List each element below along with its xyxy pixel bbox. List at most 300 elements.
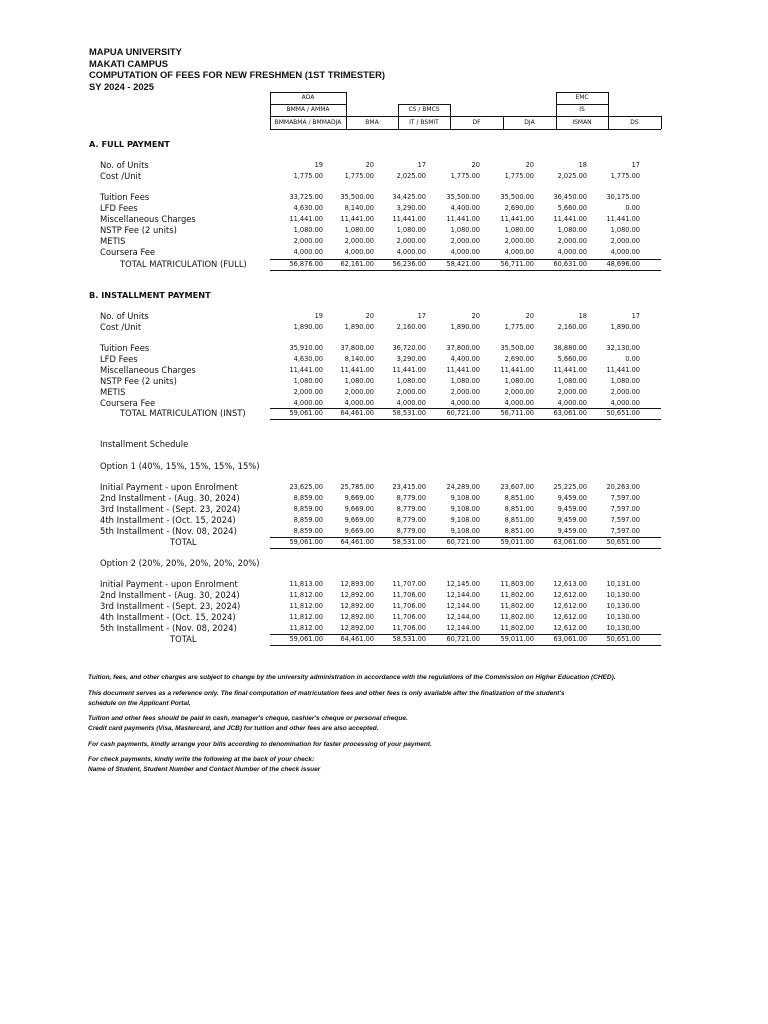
table-cell: 11,812.00: [289, 602, 323, 610]
option1-title: Option 1 (40%, 15%, 15%, 15%, 15%): [100, 461, 260, 471]
table-cell: 12,612.00: [553, 624, 587, 632]
table-cell: 11,441.00: [289, 366, 323, 374]
table-cell: 8,779.00: [396, 505, 426, 513]
table-cell: 2,160.00: [557, 323, 587, 331]
table-row: [0, 311, 768, 322]
table-cell: 7,597.00: [610, 516, 640, 524]
total-top-rule: [270, 634, 661, 635]
table-cell: 4,000.00: [504, 248, 534, 256]
row-label: NSTP Fee (2 units): [100, 225, 177, 235]
table-cell: 56,711.00: [500, 260, 534, 268]
table-cell: 2,000.00: [293, 388, 323, 396]
col-header-emc: EMC: [575, 94, 589, 101]
table-cell: 4,000.00: [557, 248, 587, 256]
row-label: TOTAL MATRICULATION (FULL): [120, 259, 247, 269]
table-cell: 12,144.00: [446, 591, 480, 599]
table-cell: 4,400.00: [450, 204, 480, 212]
table-cell: 64,461.00: [340, 409, 374, 417]
table-row: [0, 354, 768, 365]
table-cell: 9,669.00: [344, 505, 374, 513]
table-cell: 2,000.00: [293, 237, 323, 245]
row-label: Cost /Unit: [100, 171, 142, 181]
row-label: 3rd Installment - (Sept. 23, 2024): [100, 601, 241, 611]
table-cell: 64,461.00: [340, 538, 374, 546]
table-cell: 10,130.00: [606, 602, 640, 610]
row-label: TOTAL: [170, 634, 197, 644]
note-reference: [88, 689, 616, 709]
table-cell: 2,025.00: [557, 172, 587, 180]
table-cell: 8,779.00: [396, 516, 426, 524]
table-cell: 4,000.00: [293, 399, 323, 407]
table-cell: 11,441.00: [446, 215, 480, 223]
table-cell: 11,441.00: [446, 366, 480, 374]
table-cell: 35,910.00: [289, 344, 323, 352]
table-cell: 17: [631, 312, 640, 320]
table-cell: 1,080.00: [293, 226, 323, 234]
row-label: No. of Units: [100, 160, 149, 170]
table-cell: 1,080.00: [610, 226, 640, 234]
table-cell: 18: [578, 161, 587, 169]
table-cell: 1,080.00: [396, 226, 426, 234]
table-cell: 9,459.00: [557, 505, 587, 513]
table-cell: 18: [578, 312, 587, 320]
table-cell: 19: [314, 312, 323, 320]
table-cell: 12,612.00: [553, 602, 587, 610]
table-cell: 2,000.00: [557, 388, 587, 396]
table-cell: 3,290.00: [396, 355, 426, 363]
table-cell: 2,000.00: [610, 388, 640, 396]
table-cell: 11,802.00: [500, 624, 534, 632]
table-cell: 36,450.00: [553, 193, 587, 201]
total-top-rule: [270, 259, 661, 260]
footnotes: [88, 673, 616, 781]
table-cell: 37,800.00: [446, 344, 480, 352]
table-row: [0, 634, 768, 645]
table-cell: 20: [525, 312, 534, 320]
table-cell: 9,669.00: [344, 516, 374, 524]
table-cell: 8,140.00: [344, 355, 374, 363]
table-cell: 37,800.00: [340, 344, 374, 352]
table-cell: 63,061.00: [553, 409, 587, 417]
table-cell: 1,080.00: [557, 377, 587, 385]
section-title-installment-payment: B. INSTALLMENT PAYMENT: [89, 290, 211, 300]
table-cell: 1,775.00: [504, 172, 534, 180]
table-cell: 9,459.00: [557, 494, 587, 502]
table-cell: 11,441.00: [606, 366, 640, 374]
table-cell: 1,775.00: [504, 323, 534, 331]
table-cell: 3,290.00: [396, 204, 426, 212]
university-name: MAPUA UNIVERSITY: [89, 46, 182, 57]
col-header-6: ISMAN: [572, 119, 592, 126]
table-cell: 19: [314, 161, 323, 169]
note-check-line1: For check payments, kindly write the following at the back of your check:: [88, 756, 315, 763]
table-cell: 1,775.00: [610, 172, 640, 180]
table-row: [0, 236, 768, 247]
row-label: 2nd Installment - (Aug. 30, 2024): [100, 590, 240, 600]
table-cell: 4,000.00: [396, 399, 426, 407]
table-cell: 8,851.00: [504, 505, 534, 513]
col-header-7: DS: [630, 119, 639, 126]
table-cell: 11,812.00: [289, 624, 323, 632]
document-header: [89, 46, 385, 92]
table-cell: 4,400.00: [450, 355, 480, 363]
table-cell: 4,000.00: [504, 399, 534, 407]
table-cell: 4,000.00: [450, 399, 480, 407]
table-cell: 2,000.00: [396, 388, 426, 396]
table-cell: 8,851.00: [504, 516, 534, 524]
row-label: 5th Installment - (Nov. 08, 2024): [100, 623, 237, 633]
table-row: [0, 623, 768, 634]
row-label: Tuition Fees: [100, 192, 150, 202]
row-label: Initial Payment - upon Enrolment: [100, 579, 238, 589]
table-cell: 9,669.00: [344, 527, 374, 535]
note-cash: For cash payments, kindly arrange your bills according to denomination for faster processing of your payment.: [88, 740, 432, 748]
row-label: Coursera Fee: [100, 398, 156, 408]
table-cell: 2,000.00: [344, 388, 374, 396]
table-cell: 1,775.00: [344, 172, 374, 180]
table-cell: 2,160.00: [396, 323, 426, 331]
table-cell: 11,706.00: [392, 613, 426, 621]
table-cell: 7,597.00: [610, 527, 640, 535]
table-cell: 56,711.00: [500, 409, 534, 417]
table-cell: 12,892.00: [340, 613, 374, 621]
table-cell: 35,500.00: [500, 193, 534, 201]
table-row: [0, 537, 768, 548]
table-cell: 8,859.00: [293, 527, 323, 535]
table-cell: 1,080.00: [610, 377, 640, 385]
table-row: [0, 160, 768, 171]
table-row: [0, 612, 768, 623]
table-cell: 8,859.00: [293, 494, 323, 502]
table-cell: 1,080.00: [450, 226, 480, 234]
table-cell: 20: [365, 161, 374, 169]
table-cell: 64,461.00: [340, 635, 374, 643]
note-ched: Tuition, fees, and other charges are subject to change by the university administration in accordance with the regulations of the Commission on Higher Education (CHED).: [88, 674, 616, 681]
table-cell: 11,802.00: [500, 602, 534, 610]
table-cell: 11,812.00: [289, 613, 323, 621]
table-cell: 1,890.00: [344, 323, 374, 331]
table-cell: 4,000.00: [396, 248, 426, 256]
table-cell: 11,707.00: [392, 580, 426, 588]
table-cell: 1,890.00: [293, 323, 323, 331]
table-cell: 1,890.00: [450, 323, 480, 331]
total-top-rule: [270, 537, 661, 538]
table-cell: 1,080.00: [293, 377, 323, 385]
table-cell: 2,000.00: [504, 237, 534, 245]
table-cell: 4,000.00: [293, 248, 323, 256]
table-cell: 10,131.00: [606, 580, 640, 588]
table-cell: 35,500.00: [340, 193, 374, 201]
table-cell: 8,859.00: [293, 516, 323, 524]
table-cell: 12,145.00: [446, 580, 480, 588]
table-row: [0, 259, 768, 270]
note-check: [88, 755, 616, 775]
table-cell: 8,779.00: [396, 494, 426, 502]
col-header-1: BMMABMA / BMMADJA: [274, 119, 342, 126]
table-cell: 8,851.00: [504, 494, 534, 502]
table-cell: 60,631.00: [553, 260, 587, 268]
table-cell: 20: [471, 161, 480, 169]
table-row: [0, 387, 768, 398]
table-cell: 11,441.00: [500, 366, 534, 374]
row-label: LFD Fees: [100, 203, 138, 213]
rule: [270, 129, 661, 130]
col-header-is: IS: [579, 106, 585, 113]
note-check-line2: Name of Student, Student Number and Contact Number of the check issuer: [88, 766, 321, 773]
total-bottom-rule: [270, 548, 661, 549]
table-cell: 12,613.00: [553, 580, 587, 588]
table-cell: 4,000.00: [610, 248, 640, 256]
row-label: 5th Installment - (Nov. 08, 2024): [100, 526, 237, 536]
table-cell: 9,108.00: [450, 494, 480, 502]
table-cell: 11,441.00: [392, 215, 426, 223]
table-row: [0, 192, 768, 203]
table-cell: 11,441.00: [553, 366, 587, 374]
table-row: [0, 247, 768, 258]
table-cell: 7,597.00: [610, 505, 640, 513]
col-header-5: DJA: [524, 119, 535, 126]
school-year: SY 2024 - 2025: [89, 80, 154, 92]
table-cell: 35,500.00: [446, 193, 480, 201]
table-cell: 8,851.00: [504, 527, 534, 535]
table-row: [0, 579, 768, 590]
table-cell: 9,459.00: [557, 527, 587, 535]
table-cell: 12,612.00: [553, 591, 587, 599]
table-cell: 8,779.00: [396, 527, 426, 535]
table-cell: 9,108.00: [450, 516, 480, 524]
row-label: Cost /Unit: [100, 322, 142, 332]
table-cell: 59,011.00: [500, 538, 534, 546]
table-cell: 23,625.00: [289, 483, 323, 491]
col-header-ada: ADA: [301, 94, 315, 101]
table-cell: 4,000.00: [344, 248, 374, 256]
table-row: [0, 343, 768, 354]
table-cell: 20,263.00: [606, 483, 640, 491]
table-cell: 1,080.00: [396, 377, 426, 385]
note-payment-line2: Credit card payments (Visa, Mastercard, and JCB) for tuition and other fees are also accepted.: [88, 725, 379, 732]
table-cell: 59,061.00: [289, 409, 323, 417]
table-row: [0, 493, 768, 504]
table-row: [0, 504, 768, 515]
table-cell: 9,108.00: [450, 527, 480, 535]
table-cell: 48,696.00: [606, 260, 640, 268]
table-cell: 38,880.00: [553, 344, 587, 352]
table-cell: 4,000.00: [610, 399, 640, 407]
table-cell: 11,706.00: [392, 624, 426, 632]
table-cell: 17: [417, 161, 426, 169]
table-cell: 11,441.00: [289, 215, 323, 223]
table-cell: 12,892.00: [340, 591, 374, 599]
table-cell: 11,441.00: [553, 215, 587, 223]
table-cell: 60,721.00: [446, 635, 480, 643]
table-cell: 11,802.00: [500, 613, 534, 621]
table-cell: 24,289.00: [446, 483, 480, 491]
note-payment-methods: [88, 714, 616, 734]
col-header-bmma-amma: BMMA / AMMA: [286, 106, 330, 113]
row-label: 2nd Installment - (Aug. 30, 2024): [100, 493, 240, 503]
table-cell: 35,500.00: [500, 344, 534, 352]
total-bottom-rule: [270, 645, 661, 646]
table-cell: 7,597.00: [610, 494, 640, 502]
table-cell: 23,607.00: [500, 483, 534, 491]
table-cell: 4,630.00: [293, 204, 323, 212]
note-reference-line1: This document serves as a reference only. The final computation of matriculation fees and other fees is only available after the finalization of the student's: [88, 689, 565, 697]
row-label: Tuition Fees: [100, 343, 150, 353]
table-cell: 1,775.00: [293, 172, 323, 180]
table-cell: 2,025.00: [396, 172, 426, 180]
col-header-4: DF: [472, 119, 481, 126]
row-label: NSTP Fee (2 units): [100, 376, 177, 386]
table-cell: 12,612.00: [553, 613, 587, 621]
row-label: No. of Units: [100, 311, 149, 321]
table-cell: 4,000.00: [344, 399, 374, 407]
table-row: [0, 515, 768, 526]
table-cell: 11,441.00: [606, 215, 640, 223]
table-row: [0, 482, 768, 493]
table-cell: 8,140.00: [344, 204, 374, 212]
table-cell: 20: [525, 161, 534, 169]
table-cell: 2,000.00: [450, 237, 480, 245]
table-cell: 11,706.00: [392, 602, 426, 610]
table-cell: 17: [417, 312, 426, 320]
table-cell: 34,425.00: [392, 193, 426, 201]
table-cell: 11,802.00: [500, 591, 534, 599]
table-cell: 23,415.00: [392, 483, 426, 491]
table-cell: 2,690.00: [504, 204, 534, 212]
table-cell: 59,061.00: [289, 635, 323, 643]
table-cell: 1,080.00: [344, 377, 374, 385]
table-cell: 50,651.00: [606, 538, 640, 546]
table-cell: 4,000.00: [557, 399, 587, 407]
table-cell: 1,080.00: [557, 226, 587, 234]
campus-name: MAKATI CAMPUS: [89, 57, 168, 69]
installment-schedule-title: Installment Schedule: [100, 439, 189, 449]
table-cell: 56,876.00: [289, 260, 323, 268]
table-cell: 2,000.00: [396, 237, 426, 245]
table-cell: 1,080.00: [504, 226, 534, 234]
table-cell: 58,531.00: [392, 538, 426, 546]
col-header-cs-bmcs: CS / BMCS: [408, 106, 440, 113]
note-reference-line2: schedule on the Applicant Portal.: [88, 699, 191, 707]
table-cell: 58,421.00: [446, 260, 480, 268]
col-header-2: BMA: [365, 119, 379, 126]
table-cell: 36,720.00: [392, 344, 426, 352]
table-cell: 32,130.00: [606, 344, 640, 352]
table-cell: 9,669.00: [344, 494, 374, 502]
row-label: Miscellaneous Charges: [100, 365, 196, 375]
table-row: [0, 322, 768, 333]
table-row: [0, 203, 768, 214]
table-cell: 4,000.00: [450, 248, 480, 256]
table-row: [0, 590, 768, 601]
total-top-rule: [270, 408, 661, 409]
table-row: [0, 601, 768, 612]
table-cell: 2,000.00: [344, 237, 374, 245]
table-cell: 25,785.00: [340, 483, 374, 491]
total-bottom-rule: [270, 270, 661, 271]
table-row: [0, 365, 768, 376]
table-cell: 11,803.00: [500, 580, 534, 588]
section-title-full-payment: A. FULL PAYMENT: [89, 139, 170, 149]
table-cell: 60,721.00: [446, 409, 480, 417]
table-cell: 2,000.00: [610, 237, 640, 245]
table-row: [0, 408, 768, 419]
row-label: METIS: [100, 236, 126, 246]
table-cell: 17: [631, 161, 640, 169]
table-cell: 12,144.00: [446, 613, 480, 621]
table-cell: 30,175.00: [606, 193, 640, 201]
row-label: Initial Payment - upon Enrolment: [100, 482, 238, 492]
table-cell: 63,061.00: [553, 538, 587, 546]
note-payment-line1: Tuition and other fees should be paid in cash, manager's cheque, cashier's cheque or personal cheque.: [88, 715, 408, 722]
table-cell: 25,225.00: [553, 483, 587, 491]
table-cell: 20: [365, 312, 374, 320]
table-cell: 11,813.00: [289, 580, 323, 588]
table-row: [0, 171, 768, 182]
table-cell: 9,459.00: [557, 516, 587, 524]
table-cell: 1,080.00: [504, 377, 534, 385]
row-label: LFD Fees: [100, 354, 138, 364]
table-cell: 12,144.00: [446, 624, 480, 632]
table-cell: 12,892.00: [340, 602, 374, 610]
table-cell: 10,130.00: [606, 624, 640, 632]
table-cell: 58,531.00: [392, 409, 426, 417]
table-cell: 12,893.00: [340, 580, 374, 588]
table-cell: 4,630.00: [293, 355, 323, 363]
table-cell: 9,108.00: [450, 505, 480, 513]
table-cell: 11,812.00: [289, 591, 323, 599]
table-cell: 10,130.00: [606, 613, 640, 621]
table-cell: 50,651.00: [606, 409, 640, 417]
table-cell: 2,000.00: [504, 388, 534, 396]
table-cell: 11,441.00: [340, 366, 374, 374]
table-cell: 50,651.00: [606, 635, 640, 643]
table-cell: 63,061.00: [553, 635, 587, 643]
row-label: 4th Installment - (Oct. 15, 2024): [100, 515, 236, 525]
table-cell: 0.00: [625, 204, 640, 212]
table-cell: 1,080.00: [450, 377, 480, 385]
row-label: Miscellaneous Charges: [100, 214, 196, 224]
row-label: TOTAL: [170, 537, 197, 547]
table-row: [0, 376, 768, 387]
table-cell: 5,660.00: [557, 355, 587, 363]
table-cell: 62,161.00: [340, 260, 374, 268]
document-title: COMPUTATION OF FEES FOR NEW FRESHMEN (1ST TRIMESTER): [89, 69, 386, 81]
table-cell: 1,080.00: [344, 226, 374, 234]
table-cell: 11,441.00: [340, 215, 374, 223]
row-label: METIS: [100, 387, 126, 397]
table-cell: 12,144.00: [446, 602, 480, 610]
table-cell: 59,011.00: [500, 635, 534, 643]
row-label: 3rd Installment - (Sept. 23, 2024): [100, 504, 241, 514]
table-cell: 56,236.00: [392, 260, 426, 268]
table-cell: 1,775.00: [450, 172, 480, 180]
table-cell: 11,706.00: [392, 591, 426, 599]
table-cell: 2,000.00: [557, 237, 587, 245]
table-cell: 11,441.00: [392, 366, 426, 374]
total-bottom-rule: [270, 419, 661, 420]
table-cell: 20: [471, 312, 480, 320]
table-cell: 33,725.00: [289, 193, 323, 201]
option2-title: Option 2 (20%, 20%, 20%, 20%, 20%): [100, 558, 260, 568]
table-row: [0, 225, 768, 236]
table-cell: 0.00: [625, 355, 640, 363]
table-row: [0, 526, 768, 537]
row-label: 4th Installment - (Oct. 15, 2024): [100, 612, 236, 622]
table-cell: 59,061.00: [289, 538, 323, 546]
table-cell: 8,859.00: [293, 505, 323, 513]
table-cell: 2,000.00: [450, 388, 480, 396]
